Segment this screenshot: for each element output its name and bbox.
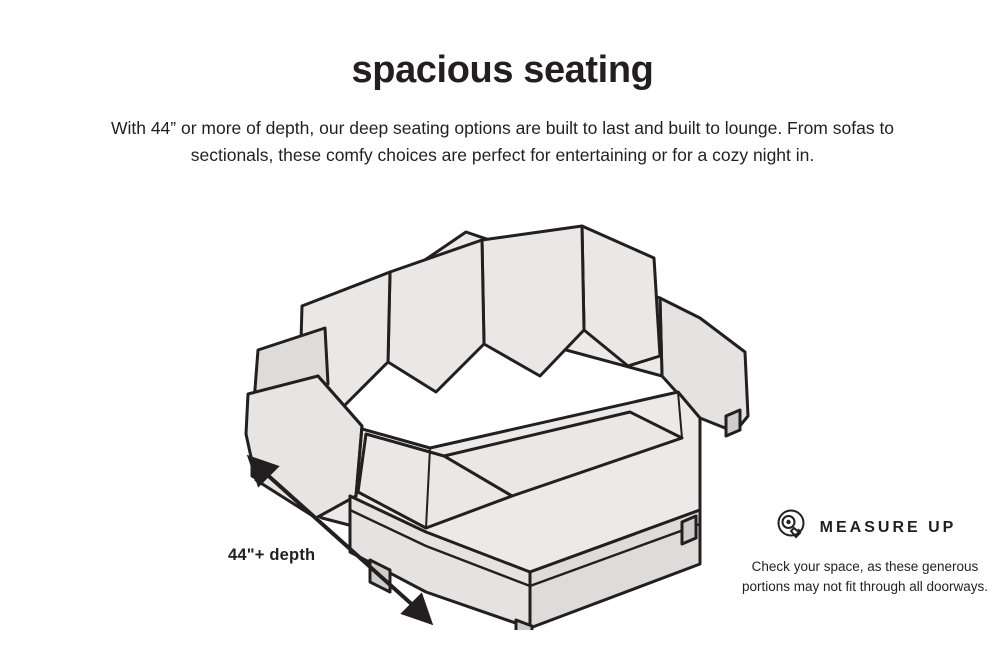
measure-up-heading: [740, 508, 990, 547]
depth-label: 44"+ depth: [228, 546, 316, 564]
measure-up-title: MEASURE UP: [819, 518, 957, 536]
depth-dimension-arrow: [240, 448, 440, 633]
description-text: With 44” or more of depth, our deep seating options are built to last and built to lounge. From sofas to sectionals, these comfy choices are perfect for entertaining or for a cozy night in.: [110, 118, 895, 166]
page-title: spacious seating: [351, 49, 654, 91]
measure-up-block: [740, 508, 990, 596]
tape-measure-icon: [774, 508, 808, 547]
measure-up-note: Check your space, as these generous portions may not fit through all doorways.: [741, 559, 989, 594]
